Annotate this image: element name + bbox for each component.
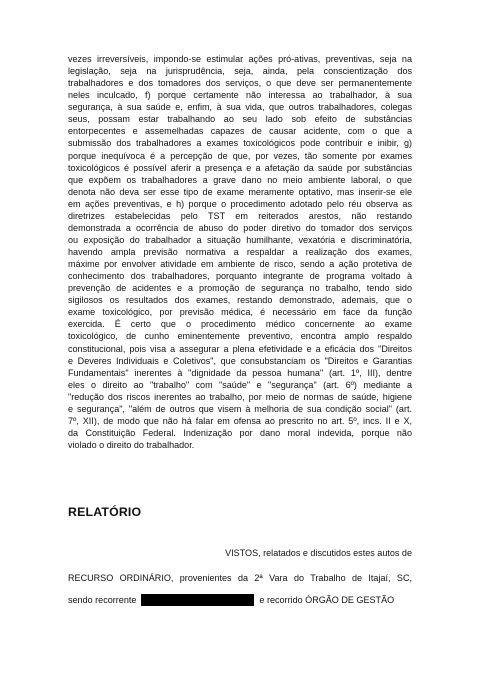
paragraph-line: máxime por envolver atividade em ambiente de risco, sendo a ação protetiva de [68, 259, 412, 270]
paragraph-line: e Deveres Individuais e Coletivos", que consubstanciam os "Direitos e Garantias [68, 355, 412, 366]
paragraph-line: denota não deva ser esse tipo de exame meramente optativo, mas inserir-se ele [68, 186, 412, 197]
paragraph-line: da Constituição Federal. Indenização por dano moral indevida, porque não [68, 427, 412, 438]
paragraph-line: constitucional, pois visa a assegurar a plena efetividade e a eficácia dos "Direitos [68, 343, 412, 354]
paragraph-line: prevenção de acidentes e a promoção de segurança no trabalho, tendo sido [68, 283, 412, 294]
paragraph-line: submissão dos trabalhadores a exames toxicológicos pode contribuir e inibir, g) [68, 138, 412, 149]
section-heading: RELATÓRIO [68, 505, 142, 519]
body-paragraph [68, 53, 412, 451]
paragraph-line: vezes irreversíveis, impondo-se estimular ações pró-ativas, preventivas, seja na [68, 54, 412, 64]
report-line-parties [68, 594, 412, 606]
paragraph-line: entorpecentes e assemelhadas capazes de causar acidente, com o que a [68, 126, 412, 137]
paragraph-line: Fundamentais" inerentes à "dignidade da pessoa humana" (art. 1º, III), dentre [68, 367, 412, 378]
paragraph-line: seus, possam estar trabalhando ao seu lado sob efeito de substâncias [68, 114, 412, 125]
paragraph-line: trabalhadores e dos tomadores dos serviços, o que deve ser permanentemente [68, 78, 412, 89]
paragraph-line: e segurança", "além de outros que visem à melhoria de sua condição social" (art. [68, 403, 412, 414]
paragraph-line: demonstrada a ocorrência de abuso do poder diretivo do tomador dos serviços [68, 222, 412, 233]
paragraph-line: neles inculcado, f) porque certamente não interessa ao trabalhador, à sua [68, 90, 412, 101]
paragraph-line: toxicológicos é possível aferir a presença e a afetação da saúde por substâncias [68, 162, 412, 173]
paragraph-line: exame toxicológico, por previsão médica, é necessário em face da função [68, 307, 412, 318]
report-text-after-redaction: e recorrido ÓRGÃO DE GESTÃO [259, 595, 395, 605]
paragraph-line: porque inequívoca é a percepção de que, por vezes, tão somente por exames [68, 150, 412, 161]
paragraph-line: sigilosos os resultados dos exames, restando demonstrado, ademais, que o [68, 295, 412, 306]
paragraph-line: exercida. É certo que o procedimento médico concernente ao exame [68, 319, 412, 330]
paragraph-line: diretrizes estabelecidas pelo TST em reiterados arestos, não restando [68, 210, 412, 221]
report-line-vistos: VISTOS, relatados e discutidos estes autos de [225, 548, 412, 558]
paragraph-line: violado o direito do trabalhador. [68, 440, 195, 450]
paragraph-line: em ações preventivas, e h) porque o procedimento adotado pelo réu observa as [68, 198, 412, 209]
paragraph-line: legislação, seja na jurisprudência, seja, ainda, pela conscientização dos [68, 66, 412, 77]
redaction-bar [141, 594, 254, 606]
paragraph-line: conhecimento dos trabalhadores, porquanto integrante de programa voltado à [68, 271, 412, 282]
paragraph-line: segurança, à sua saúde e, enfim, à sua vida, que outros trabalhadores, colegas [68, 102, 412, 113]
paragraph-line: 7º, XII), de modo que não há falar em ofensa ao prescrito no art. 5º, incs. II e X, [68, 415, 412, 426]
paragraph-line: "redução dos riscos inerentes ao trabalho, por meio de normas de saúde, higiene [68, 391, 412, 402]
paragraph-line: eles o direito ao "trabalho" com "saúde" e "segurança" (art. 6º) mediante a [68, 379, 412, 390]
paragraph-line: ou exposição do trabalhador a situação humilhante, vexatória e discriminatória, [68, 234, 412, 245]
paragraph-line: que expõem os trabalhadores a grave dano no meio ambiente laboral, o que [68, 174, 412, 185]
paragraph-line: havendo ampla previsão normativa a respaldar a realização dos exames, [68, 247, 412, 257]
paragraph-line: toxicológico, de cunho eminentemente preventivo, encontra amplo respaldo [68, 331, 412, 342]
report-text-before-redaction: sendo recorrente [68, 595, 137, 605]
report-line-recurso: RECURSO ORDINÁRIO, provenientes da 2ª Vara do Trabalho de Itajaí, SC, [68, 573, 412, 583]
